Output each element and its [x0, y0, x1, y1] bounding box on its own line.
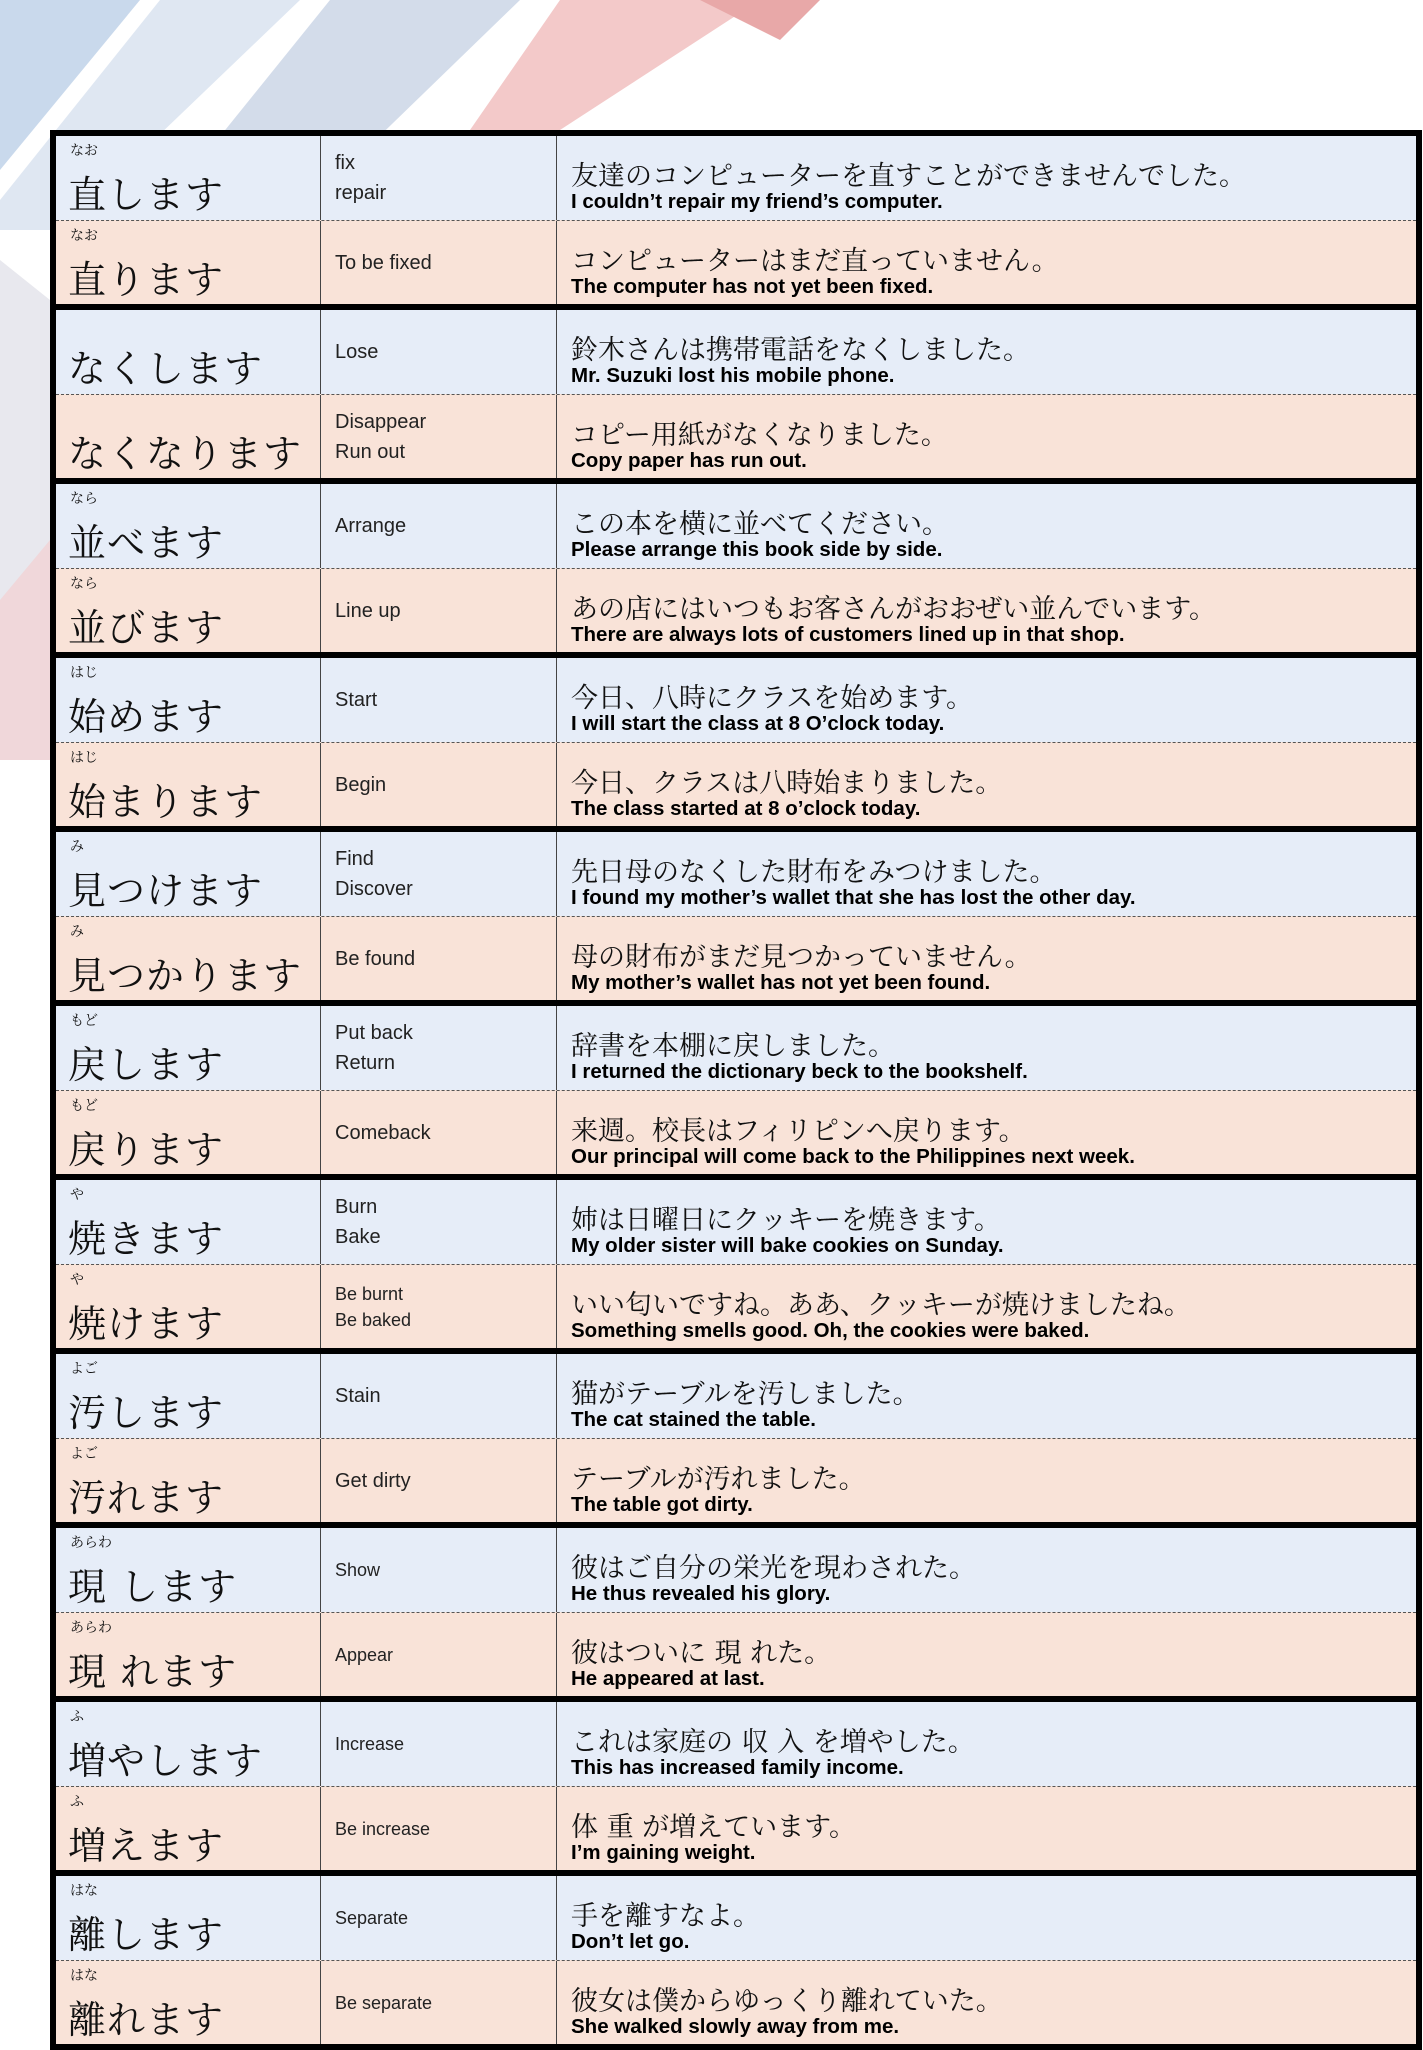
meaning-cell [321, 1265, 557, 1348]
meaning-cell [321, 1006, 557, 1090]
table-row [56, 1438, 1416, 1522]
meaning-cell [321, 1528, 557, 1612]
example-english: I’m gaining weight. [571, 1841, 756, 1864]
example-cell [557, 310, 1416, 394]
example-cell [557, 832, 1416, 916]
verb-word: 戻します [68, 1043, 225, 1087]
verb-word: なくします [68, 347, 264, 391]
table-row [56, 1702, 1416, 1786]
example-japanese: 辞書を本棚に戻しました。 [571, 1031, 895, 1062]
example-english: The class started at 8 o’clock today. [571, 797, 921, 820]
verb-word: 見つかります [68, 954, 303, 998]
verb-word: 見つけます [68, 869, 264, 913]
meaning-cell [321, 221, 557, 304]
verb-pair [56, 136, 1416, 304]
table-row [56, 1528, 1416, 1612]
example-cell [557, 1961, 1416, 2044]
example-japanese: 今日、八時にクラスを始めます。 [571, 683, 974, 714]
verb-word: 離れます [68, 1998, 225, 2042]
furigana-reading: や [70, 1187, 84, 1203]
example-cell [557, 569, 1416, 652]
verb-cell [56, 832, 321, 916]
verb-pair [56, 1348, 1416, 1522]
meaning-text: Arrange [335, 515, 407, 537]
meaning-list [335, 1787, 550, 1870]
verb-word: 直します [68, 173, 225, 217]
meaning-cell [321, 917, 557, 1000]
example-japanese: 手を離すなよ。 [571, 1901, 760, 1932]
meaning-list [335, 395, 550, 478]
example-japanese: この本を横に並べてください。 [571, 509, 949, 540]
meaning-cell [321, 1613, 557, 1696]
meaning-text: Be burnt [335, 1283, 404, 1304]
example-cell [557, 1613, 1416, 1696]
example-cell [557, 136, 1416, 220]
verb-cell [56, 1961, 321, 2044]
verb-word: 並べます [68, 521, 225, 565]
verb-cell [56, 1006, 321, 1090]
meaning-list [335, 1265, 550, 1348]
example-english: My mother’s wallet has not yet been found. [571, 971, 991, 994]
verb-cell [56, 1091, 321, 1174]
verb-cell [56, 569, 321, 652]
verb-word: 始めます [68, 695, 225, 739]
furigana-reading: もど [70, 1098, 98, 1114]
verb-word: 汚れます [68, 1476, 225, 1520]
meaning-cell [321, 484, 557, 568]
meaning-text: Burn [335, 1196, 378, 1218]
furigana-reading: もど [70, 1013, 98, 1029]
example-english: The table got dirty. [571, 1493, 753, 1516]
vocabulary-table [50, 130, 1422, 2050]
meaning-cell [321, 832, 557, 916]
verb-pair [56, 478, 1416, 652]
example-japanese: 彼女は僕からゆっくり離れていた。 [571, 1986, 1003, 2017]
furigana-reading: はじ [70, 750, 98, 766]
example-cell [557, 743, 1416, 826]
example-japanese: 先日母のなくした財布をみつけました。 [571, 857, 1057, 888]
meaning-list [335, 569, 550, 652]
example-cell [557, 484, 1416, 568]
furigana-reading: はな [70, 1968, 98, 1984]
meaning-list [335, 917, 550, 1000]
verb-cell [56, 395, 321, 478]
table-row [56, 1612, 1416, 1696]
furigana-reading: あらわ [70, 1620, 112, 1636]
example-english: I found my mother’s wallet that she has lost the other day. [571, 886, 1136, 909]
meaning-cell [321, 1876, 557, 1960]
example-english: The cat stained the table. [571, 1408, 816, 1431]
meaning-text: Bake [335, 1226, 381, 1248]
furigana-reading: なら [70, 576, 98, 592]
meaning-list [335, 1961, 550, 2044]
table-row [56, 136, 1416, 220]
verb-cell [56, 743, 321, 826]
verb-cell [56, 1439, 321, 1522]
meaning-cell [321, 743, 557, 826]
meaning-text: repair [335, 182, 387, 204]
verb-cell [56, 1787, 321, 1870]
meaning-list [335, 1702, 550, 1786]
example-cell [557, 1439, 1416, 1522]
meaning-text: Appear [335, 1644, 394, 1665]
verb-cell [56, 1180, 321, 1264]
table-row [56, 394, 1416, 478]
verb-cell [56, 484, 321, 568]
furigana-reading: あらわ [70, 1535, 112, 1551]
table-row [56, 1786, 1416, 1870]
example-cell [557, 1265, 1416, 1348]
table-row [56, 658, 1416, 742]
table-row [56, 916, 1416, 1000]
example-japanese: 体 重 が増えています。 [571, 1812, 857, 1843]
verb-cell [56, 1265, 321, 1348]
example-cell [557, 1091, 1416, 1174]
furigana-reading: ふ [70, 1794, 84, 1810]
table-row [56, 832, 1416, 916]
example-cell [557, 1180, 1416, 1264]
example-cell [557, 1528, 1416, 1612]
table-row [56, 1354, 1416, 1438]
table-row [56, 1876, 1416, 1960]
verb-word: 焼きます [68, 1217, 225, 1261]
furigana-reading: なら [70, 491, 98, 507]
verb-cell [56, 1876, 321, 1960]
example-japanese: 鈴木さんは携帯電話をなくしました。 [571, 335, 1030, 366]
verb-word: 直ります [68, 258, 225, 302]
table-row [56, 220, 1416, 304]
verb-cell [56, 1702, 321, 1786]
meaning-cell [321, 1354, 557, 1438]
verb-pair [56, 826, 1416, 1000]
meaning-list [335, 1613, 550, 1696]
meaning-list [335, 484, 550, 568]
verb-cell [56, 1528, 321, 1612]
meaning-list [335, 658, 550, 742]
verb-word: 離します [68, 1913, 225, 1957]
example-english: He appeared at last. [571, 1667, 765, 1690]
verb-word: 始まります [68, 780, 264, 824]
table-row [56, 484, 1416, 568]
meaning-cell [321, 310, 557, 394]
meaning-text: fix [335, 152, 355, 174]
furigana-reading: はな [70, 1883, 98, 1899]
table-row [56, 1264, 1416, 1348]
example-japanese: 猫がテーブルを汚しました。 [571, 1379, 920, 1410]
meaning-text: Line up [335, 599, 401, 622]
meaning-list [335, 1006, 550, 1090]
meaning-list [335, 1876, 550, 1960]
meaning-text: Be separate [335, 1992, 433, 2013]
example-english: The computer has not yet been fixed. [571, 275, 934, 298]
meaning-list [335, 832, 550, 916]
furigana-reading: ふ [70, 1709, 84, 1725]
verb-word: 現 れます [68, 1650, 238, 1694]
meaning-text: To be fixed [335, 251, 432, 274]
example-japanese: コピー用紙がなくなりました。 [571, 420, 948, 451]
meaning-list [335, 310, 550, 394]
meaning-text: Begin [335, 773, 387, 796]
meaning-text: Return [335, 1052, 396, 1074]
meaning-text: Disappear [335, 410, 427, 433]
meaning-text: Separate [335, 1908, 409, 1928]
meaning-text: Find [335, 848, 374, 870]
furigana-reading: や [70, 1272, 84, 1288]
meaning-text: Get dirty [335, 1469, 411, 1492]
meaning-list [335, 1439, 550, 1522]
example-english: This has increased family income. [571, 1756, 904, 1779]
example-english: There are always lots of customers lined up in that shop. [571, 623, 1125, 646]
example-japanese: 彼はついに 現 れた。 [571, 1638, 832, 1669]
meaning-list [335, 1528, 550, 1612]
example-japanese: 彼はご自分の栄光を現わされた。 [571, 1553, 976, 1584]
verb-cell [56, 221, 321, 304]
example-english: I couldn’t repair my friend’s computer. [571, 190, 943, 213]
furigana-reading: はじ [70, 665, 98, 681]
verb-cell [56, 917, 321, 1000]
verb-cell [56, 1354, 321, 1438]
example-cell [557, 1702, 1416, 1786]
meaning-cell [321, 1091, 557, 1174]
meaning-text: Put back [335, 1022, 413, 1044]
table-row [56, 742, 1416, 826]
meaning-cell [321, 1702, 557, 1786]
meaning-cell [321, 1787, 557, 1870]
example-cell [557, 1787, 1416, 1870]
example-english: Mr. Suzuki lost his mobile phone. [571, 364, 895, 387]
meaning-text: Be found [335, 947, 416, 970]
meaning-cell [321, 658, 557, 742]
verb-word: 汚します [68, 1391, 225, 1435]
verb-word: 増やします [68, 1739, 264, 1783]
verb-word: なくなります [68, 432, 303, 476]
meaning-text: Increase [335, 1734, 405, 1754]
furigana-reading: み [70, 839, 84, 855]
meaning-text: Be increase [335, 1818, 431, 1839]
meaning-cell [321, 1439, 557, 1522]
example-japanese: テーブルが汚れました。 [571, 1464, 866, 1495]
table-row [56, 1180, 1416, 1264]
verb-word: 戻ります [68, 1128, 225, 1172]
example-japanese: 姉は日曜日にクッキーを焼きます。 [571, 1205, 1001, 1236]
verb-word: 増えます [68, 1824, 225, 1868]
example-cell [557, 395, 1416, 478]
meaning-list [335, 221, 550, 304]
meaning-text: Lose [335, 341, 379, 363]
table-row [56, 1090, 1416, 1174]
furigana-reading: み [70, 924, 84, 940]
example-english: She walked slowly away from me. [571, 2015, 900, 2038]
example-english: He thus revealed his glory. [571, 1582, 831, 1605]
meaning-text: Stain [335, 1385, 381, 1407]
example-english: Something smells good. Oh, the cookies were baked. [571, 1319, 1090, 1342]
furigana-reading: よご [70, 1446, 98, 1462]
furigana-reading: よご [70, 1361, 98, 1377]
table-row [56, 1960, 1416, 2044]
example-cell [557, 1006, 1416, 1090]
verb-cell [56, 1613, 321, 1696]
meaning-text: Run out [335, 440, 406, 463]
example-english: I will start the class at 8 O’clock today. [571, 712, 945, 735]
example-japanese: 今日、クラスは八時始まりました。 [571, 768, 1003, 799]
table-row [56, 310, 1416, 394]
furigana-reading: なお [70, 143, 98, 159]
verb-pair [56, 1870, 1416, 2044]
table-row [56, 568, 1416, 652]
example-japanese: 母の財布がまだ見つかっていません。 [571, 942, 1032, 973]
meaning-cell [321, 569, 557, 652]
verb-pair [56, 1174, 1416, 1348]
example-english: My older sister will bake cookies on Sunday. [571, 1234, 1004, 1257]
meaning-list [335, 1354, 550, 1438]
example-japanese: あの店にはいつもお客さんがおおぜい並んでいます。 [571, 594, 1217, 625]
meaning-cell [321, 1180, 557, 1264]
verb-cell [56, 136, 321, 220]
meaning-cell [321, 136, 557, 220]
verb-cell [56, 658, 321, 742]
verb-word: 並びます [68, 606, 225, 650]
example-japanese: これは家庭の 収 入 を増やした。 [571, 1727, 975, 1758]
verb-pair [56, 304, 1416, 478]
example-cell [557, 658, 1416, 742]
verb-pair [56, 1696, 1416, 1870]
meaning-text: Comeback [335, 1121, 431, 1144]
example-english: I returned the dictionary beck to the bookshelf. [571, 1060, 1028, 1083]
meaning-text: Be baked [335, 1309, 412, 1330]
example-english: Our principal will come back to the Philippines next week. [571, 1145, 1135, 1168]
meaning-text: Discover [335, 878, 413, 900]
furigana-reading: なお [70, 228, 98, 244]
example-japanese: コンピューターはまだ直っていません。 [571, 246, 1059, 277]
example-english: Copy paper has run out. [571, 449, 807, 472]
table-row [56, 1006, 1416, 1090]
meaning-text: Start [335, 689, 378, 711]
meaning-list [335, 743, 550, 826]
verb-pair [56, 652, 1416, 826]
example-japanese: 来週。校長はフィリピンへ戻ります。 [571, 1116, 1026, 1147]
example-japanese: いい匂いですね。ああ、クッキーが焼けましたね。 [571, 1290, 1191, 1321]
meaning-list [335, 1180, 550, 1264]
verb-word: 焼けます [68, 1302, 225, 1346]
example-cell [557, 1354, 1416, 1438]
meaning-cell [321, 395, 557, 478]
example-english: Don’t let go. [571, 1930, 690, 1953]
meaning-list [335, 136, 550, 220]
example-cell [557, 917, 1416, 1000]
example-english: Please arrange this book side by side. [571, 538, 943, 561]
verb-pair [56, 1522, 1416, 1696]
example-cell [557, 1876, 1416, 1960]
example-japanese: 友達のコンピューターを直すことができませんでした。 [571, 161, 1246, 192]
meaning-text: Show [335, 1560, 381, 1580]
verb-cell [56, 310, 321, 394]
verb-word: 現 します [68, 1565, 238, 1609]
example-cell [557, 221, 1416, 304]
verb-pair [56, 1000, 1416, 1174]
meaning-cell [321, 1961, 557, 2044]
meaning-list [335, 1091, 550, 1174]
